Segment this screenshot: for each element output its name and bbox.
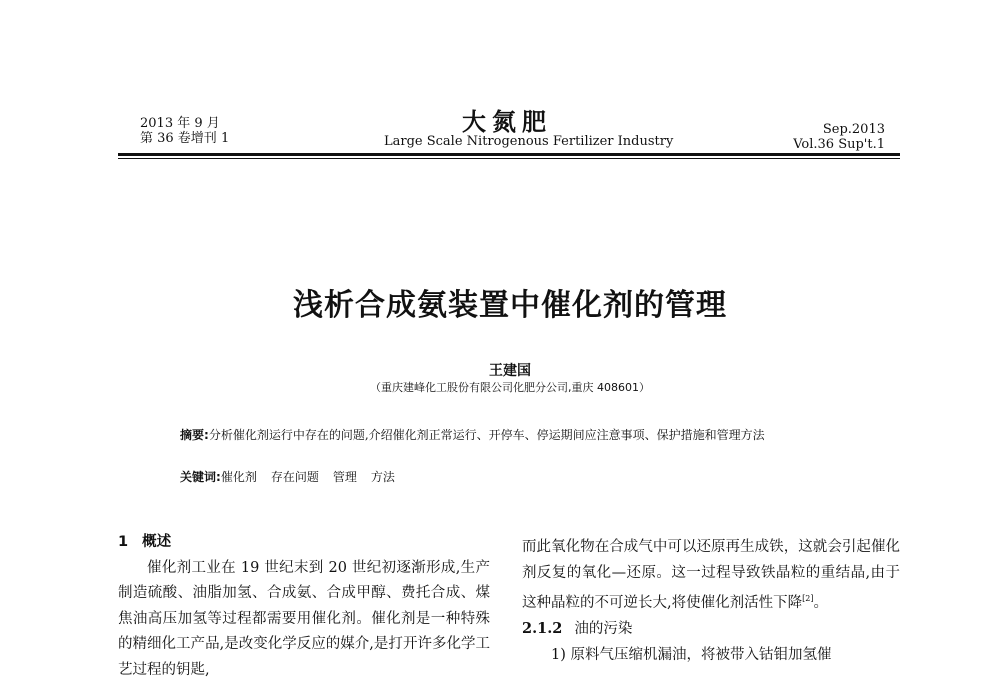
keyword: 催化剂 (220, 470, 257, 484)
paragraph-end: 。 (813, 594, 828, 611)
keyword: 存在问题 (270, 470, 319, 484)
subsection-title: 油的污染 (574, 621, 633, 638)
keywords-label: 关键词: (180, 470, 221, 484)
header-right (780, 122, 885, 152)
paper-title: 浅析合成氨装置中催化剂的管理 (293, 288, 727, 323)
abstract-text: 分析催化剂运行中存在的问题,介绍催化剂正常运行、开停车、停运期间应注意事项、保护措施和管理方法 (208, 428, 765, 442)
header-left (140, 116, 229, 146)
list-item: 1) 原料气压缩机漏油，将被带入钴钼加氢催 (551, 646, 832, 663)
subsection-heading (522, 616, 900, 643)
citation: [2] (802, 594, 814, 603)
author-name: 王建国 (489, 363, 531, 379)
journal-name-en: Large Scale Nitrogenous Fertilizer Industry (384, 134, 674, 149)
subsection-number: 2.1.2 (522, 620, 563, 638)
abstract (150, 424, 878, 446)
paragraph-text: 而此氧化物在合成气中可以还原再生成铁，这就会引起催化剂反复的氧化—还原。这一过程导致铁晶粒的重结晶,由于这种晶粒的不可逆长大,将使催化剂活性下降 (522, 539, 900, 611)
volume-en: Vol.36 Sup't.1 (793, 137, 885, 152)
keyword: 管理 (332, 470, 357, 484)
body-paragraph (522, 535, 900, 616)
issue-date-en: Sep.2013 (822, 122, 885, 137)
right-column (522, 535, 900, 668)
section-title: 概述 (142, 534, 172, 550)
volume-issue: 第 36 卷增刊 1 (140, 131, 230, 146)
header-rule-thick (118, 153, 900, 156)
author-affiliation: （重庆建峰化工股份有限公司化肥分公司,重庆 408601） (370, 381, 650, 394)
body-paragraph: 催化剂工业在 19 世纪末到 20 世纪初逐渐形成,生产制造硫酸、油脂加氢、合成氨、合成甲醇、费托合成、煤焦油高压加氢等过程都需要用催化剂。催化剂是一种特殊的精细化工产品,是改变化学反应的媒介,是打开许多化学工艺过程的钥匙, (118, 559, 490, 678)
header-rule-thin (118, 158, 900, 159)
left-column (118, 530, 490, 683)
keyword: 方法 (370, 470, 395, 484)
section-number: 1 (118, 534, 129, 550)
keywords (180, 468, 395, 485)
issue-date: 2013 年 9 月 (140, 116, 220, 131)
abstract-label: 摘要: (180, 428, 209, 442)
section-heading (118, 530, 490, 556)
journal-logo: 大氮肥 (462, 107, 552, 136)
